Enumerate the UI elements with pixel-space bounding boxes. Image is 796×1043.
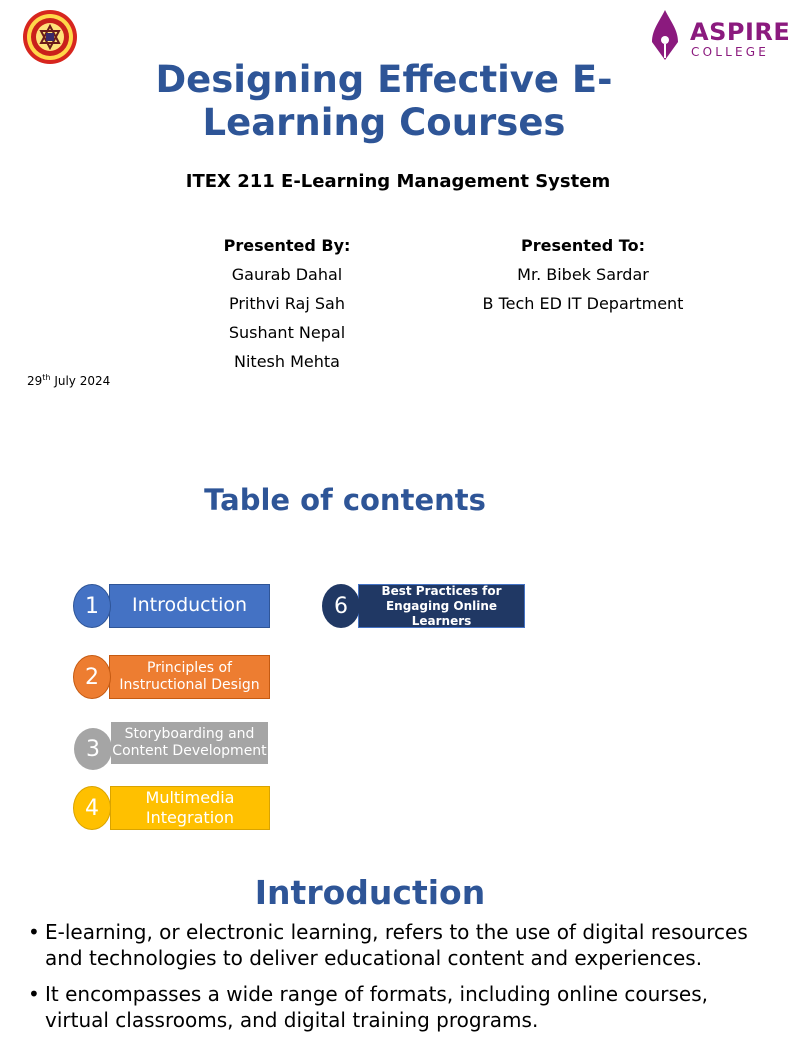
- presented-to-column: [463, 231, 703, 318]
- course-subtitle: ITEX 211 E-Learning Management System: [185, 171, 611, 192]
- presented-by-column: [187, 231, 387, 376]
- toc-label-line: Best Practices for: [381, 583, 502, 598]
- toc-label-box: [109, 655, 270, 699]
- toc-number-badge: [322, 584, 360, 628]
- toc-label-line: Integration: [145, 808, 235, 827]
- presented-to-heading: Presented To:: [521, 236, 645, 255]
- toc-label-line: Storyboarding and: [124, 725, 255, 742]
- date-suffix: th: [42, 373, 51, 382]
- toc-label: [359, 584, 524, 629]
- presented-by-heading: Presented By:: [223, 236, 351, 255]
- presenter-name: Gaurab Dahal: [231, 265, 343, 284]
- bullet-item: • E-learning, or electronic learning, refers to the use of digital resources and technologies to deliver educational content and experiences.: [28, 919, 748, 971]
- toc-label-box: [111, 722, 268, 764]
- toc-number-badge: [73, 786, 111, 830]
- toc-number-badge: [73, 655, 111, 699]
- toc-label-line: Instructional Design: [119, 677, 260, 693]
- college-brand-text: COLLEGE: [691, 45, 770, 59]
- university-seal-logo: [20, 9, 80, 65]
- toc-label-box: [358, 584, 525, 628]
- presenter-name: Nitesh Mehta: [234, 352, 340, 371]
- toc-label: [112, 726, 266, 761]
- toc-number-badge: [74, 728, 112, 770]
- presentation-date: [27, 374, 110, 388]
- recipient-name: Mr. Bibek Sardar: [517, 265, 649, 284]
- presentation-title: [0, 58, 768, 144]
- toc-label-line: Content Development: [112, 743, 267, 759]
- presenter-name: Prithvi Raj Sah: [228, 294, 345, 313]
- toc-number: 6: [334, 593, 348, 619]
- pen-nib-icon: [648, 10, 682, 60]
- toc-label: [146, 788, 235, 828]
- title-line-1: Designing Effective E-: [155, 58, 613, 101]
- toc-label-box: [110, 786, 270, 830]
- toc-number: 2: [85, 664, 99, 690]
- toc-label-box: [109, 584, 270, 628]
- introduction-title: Introduction: [254, 873, 486, 912]
- title-line-2: Learning Courses: [202, 101, 566, 144]
- toc-label-line: Multimedia: [145, 788, 235, 807]
- toc-label-line: Engaging Online Learners: [385, 598, 498, 628]
- toc-number: 3: [86, 736, 100, 762]
- date-day: 29: [27, 374, 43, 388]
- university-seal-icon: [20, 9, 80, 65]
- toc-label: [119, 660, 259, 695]
- toc-number: 4: [85, 795, 99, 821]
- recipient-department: B Tech ED IT Department: [482, 294, 684, 313]
- aspire-brand-text: ASPIRE: [690, 18, 791, 46]
- bullet-item: • It encompasses a wide range of formats, including online courses, virtual classrooms, and digital training programs.: [28, 981, 748, 1033]
- introduction-bullets: [28, 919, 748, 1043]
- presenter-name: Sushant Nepal: [228, 323, 346, 342]
- toc-number-badge: [73, 584, 111, 628]
- toc-number: 1: [85, 593, 99, 619]
- toc-label: Introduction: [131, 594, 248, 617]
- toc-title: Table of contents: [204, 483, 486, 517]
- aspire-college-logo: [648, 8, 791, 64]
- date-month-year: July 2024: [50, 374, 111, 388]
- toc-label-line: Principles of: [147, 659, 232, 676]
